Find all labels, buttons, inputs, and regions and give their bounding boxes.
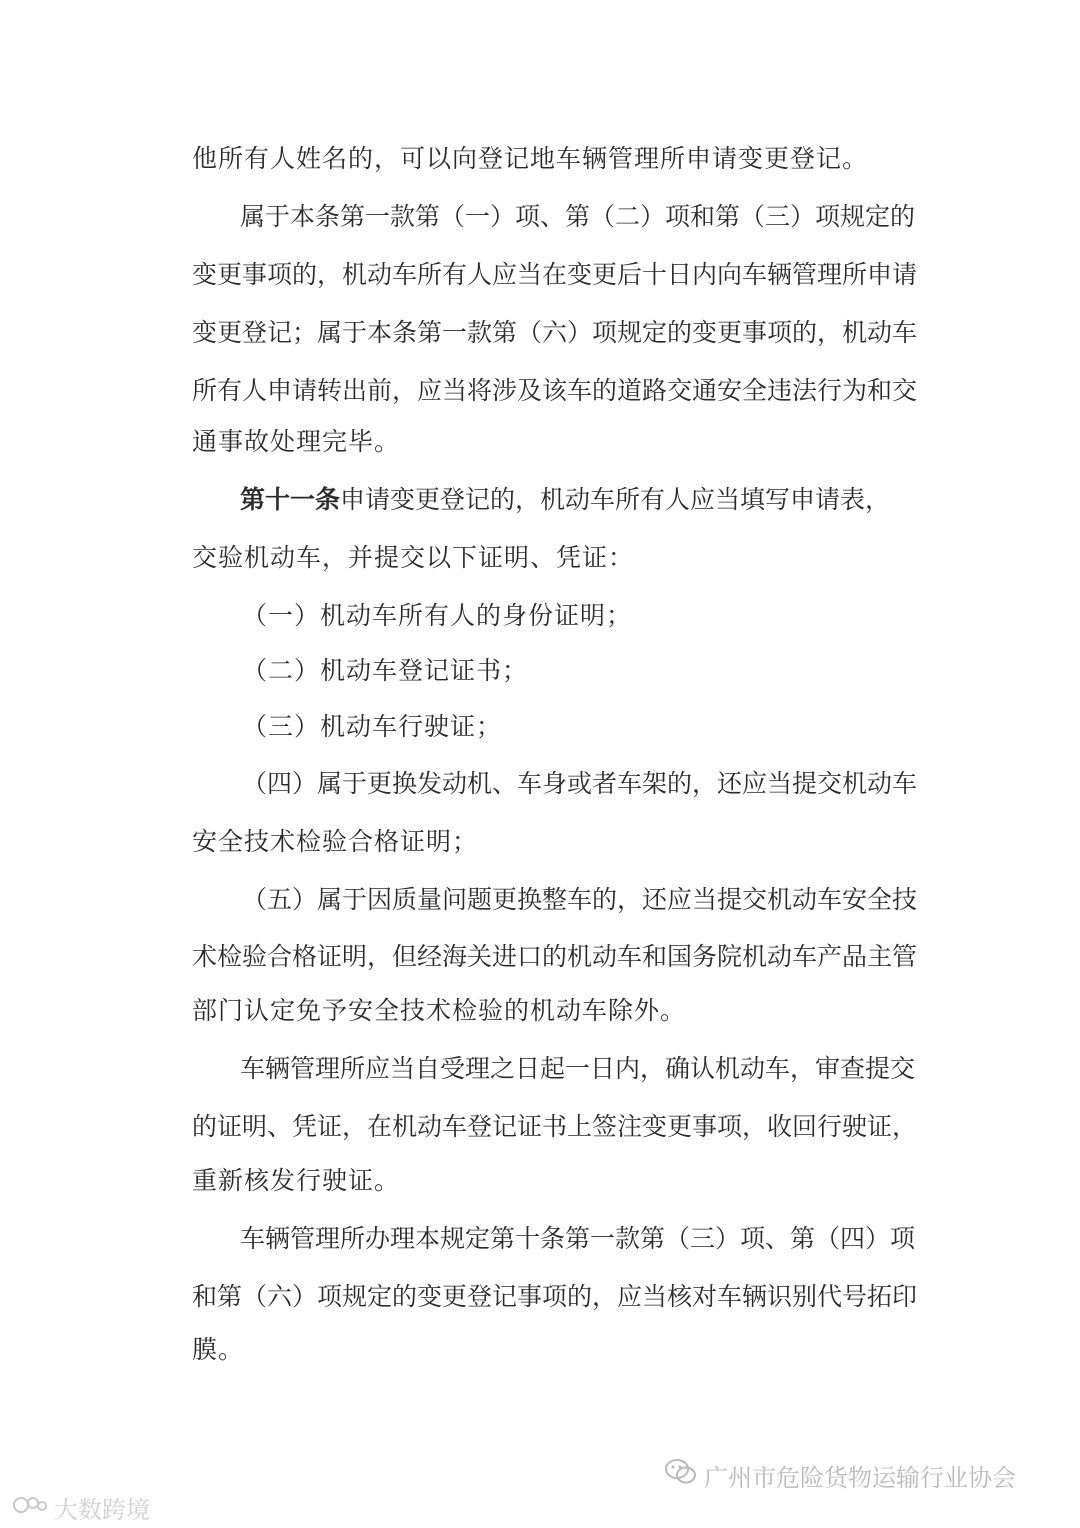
text-line: 的证明、凭证，在机动车登记证书上签注变更事项，收回行驶证，: [192, 1112, 918, 1141]
list-item: （二）机动车登记证书；: [242, 656, 529, 685]
text-line: 重新核发行驶证。: [192, 1166, 401, 1195]
text-line: 车辆管理所办理本规定第十条第一款第（三）项、第（四）项: [240, 1224, 916, 1253]
list-item: （一）机动车所有人的身份证明；: [242, 601, 633, 630]
text-line: 交验机动车，并提交以下证明、凭证：: [192, 543, 635, 572]
text-line: 申请变更登记的，机动车所有人应当填写申请表，: [340, 485, 891, 514]
text-line: 变更事项的，机动车所有人应当在变更后十日内向车辆管理所申请: [192, 260, 918, 289]
text-line: 和第（六）项规定的变更登记事项的，应当核对车辆识别代号拓印: [192, 1282, 918, 1311]
list-item: （四）属于更换发动机、车身或者车架的，还应当提交机动车: [242, 769, 918, 798]
list-item: （五）属于因质量问题更换整车的，还应当提交机动车安全技: [242, 885, 918, 914]
article-line: [240, 483, 891, 517]
article-heading: 第十一条: [240, 485, 341, 514]
text-line: 膜。: [192, 1335, 245, 1364]
watermark-association-text: 广州市危险货物运输行业协会: [704, 1463, 1016, 1492]
bubble-logo-icon: [12, 1492, 48, 1524]
text-line: 车辆管理所应当自受理之日起一日内，确认机动车，审查提交: [240, 1054, 916, 1083]
watermark-association: [664, 1457, 1016, 1493]
text-line: 变更登记；属于本条第一款第（六）项规定的变更事项的，机动车: [192, 318, 918, 347]
list-item: （三）机动车行驶证；: [242, 712, 503, 741]
wechat-icon: [664, 1457, 698, 1493]
text-line: 属于本条第一款第（一）项、第（二）项和第（三）项规定的: [240, 202, 916, 231]
watermark-brand-text: 大数跨境: [54, 1496, 150, 1524]
text-line: 通事故处理完毕。: [192, 427, 401, 456]
watermark-brand: [12, 1490, 150, 1525]
text-line: 所有人申请转出前，应当将涉及该车的道路交通安全违法行为和交: [192, 376, 918, 405]
text-line: 他所有人姓名的，可以向登记地车辆管理所申请变更登记。: [192, 144, 869, 173]
text-line: 部门认定免予安全技术检验的机动车除外。: [192, 996, 687, 1025]
text-line: 术检验合格证明，但经海关进口的机动车和国务院机动车产品主管: [192, 942, 918, 971]
text-line: 安全技术检验合格证明；: [192, 827, 479, 856]
